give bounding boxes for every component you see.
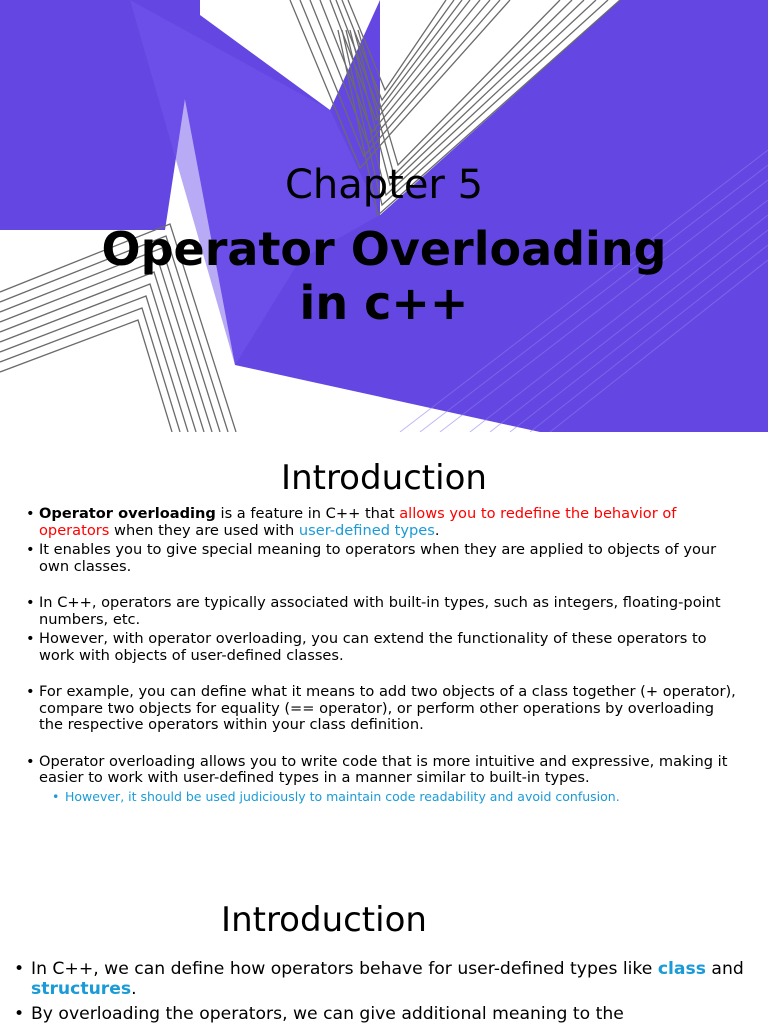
chapter-label: Chapter 5: [284, 162, 484, 208]
slide-title: Introduction: [221, 900, 427, 940]
bullet-text: .: [434, 521, 440, 539]
bullet-item: • Operator overloading allows you to write code that is more intuitive and expressive, making it easier to work with user-defined types in a manner similar to built-in types.: [26, 754, 740, 787]
title-line-1: Operator Overloading: [101, 222, 667, 276]
bullet-item: • By overloading the operators, we can give additional meaning to the: [14, 1005, 754, 1024]
bullet-text: and: [705, 959, 744, 979]
highlight-text-red: allows you to redefine the behavior of operators: [39, 505, 677, 539]
title-slide: [0, 0, 768, 432]
slide-title: Introduction: [281, 458, 487, 498]
sub-bullet-item: • However, it should be used judiciously to maintain code readability and avoid confusion.: [52, 789, 740, 806]
bullet-text: .: [131, 978, 137, 999]
bullet-item: • For example, you can define what it means to add two objects of a class together (+ operator), compare two objects for equality (== operator), or perform other operations by overloading the respective operators within your class definition.: [26, 684, 740, 734]
bullet-list: [26, 506, 740, 805]
bullet-list: [14, 960, 754, 1024]
keyword-class: class: [657, 959, 706, 979]
title-background-graphic: [0, 0, 768, 432]
bullet-item: • In C++, operators are typically associated with built-in types, such as integers, floating-point numbers, etc.: [26, 595, 740, 628]
bullet-text: is a feature in C++ that: [215, 505, 400, 522]
bullet-item: • However, with operator overloading, you can extend the functionality of these operators to work with objects of user-defined classes.: [26, 631, 740, 664]
introduction-slide: [0, 432, 768, 864]
title-line-2: in c++: [299, 276, 469, 330]
bold-term: Operator overloading: [39, 505, 216, 522]
introduction-slide-2: [0, 864, 768, 1024]
keyword-structures: structures: [31, 978, 132, 999]
bullet-text: In C++, we can define how operators behave for user-defined types like: [31, 959, 658, 979]
bullet-item: [14, 960, 754, 999]
presentation-title: [40, 222, 728, 330]
bullet-text: when they are used with: [109, 521, 299, 539]
bullet-item: [26, 506, 740, 539]
highlight-text-blue: user-defined types: [298, 521, 435, 539]
bullet-item: • It enables you to give special meaning to operators when they are applied to objects of your own classes.: [26, 542, 740, 575]
